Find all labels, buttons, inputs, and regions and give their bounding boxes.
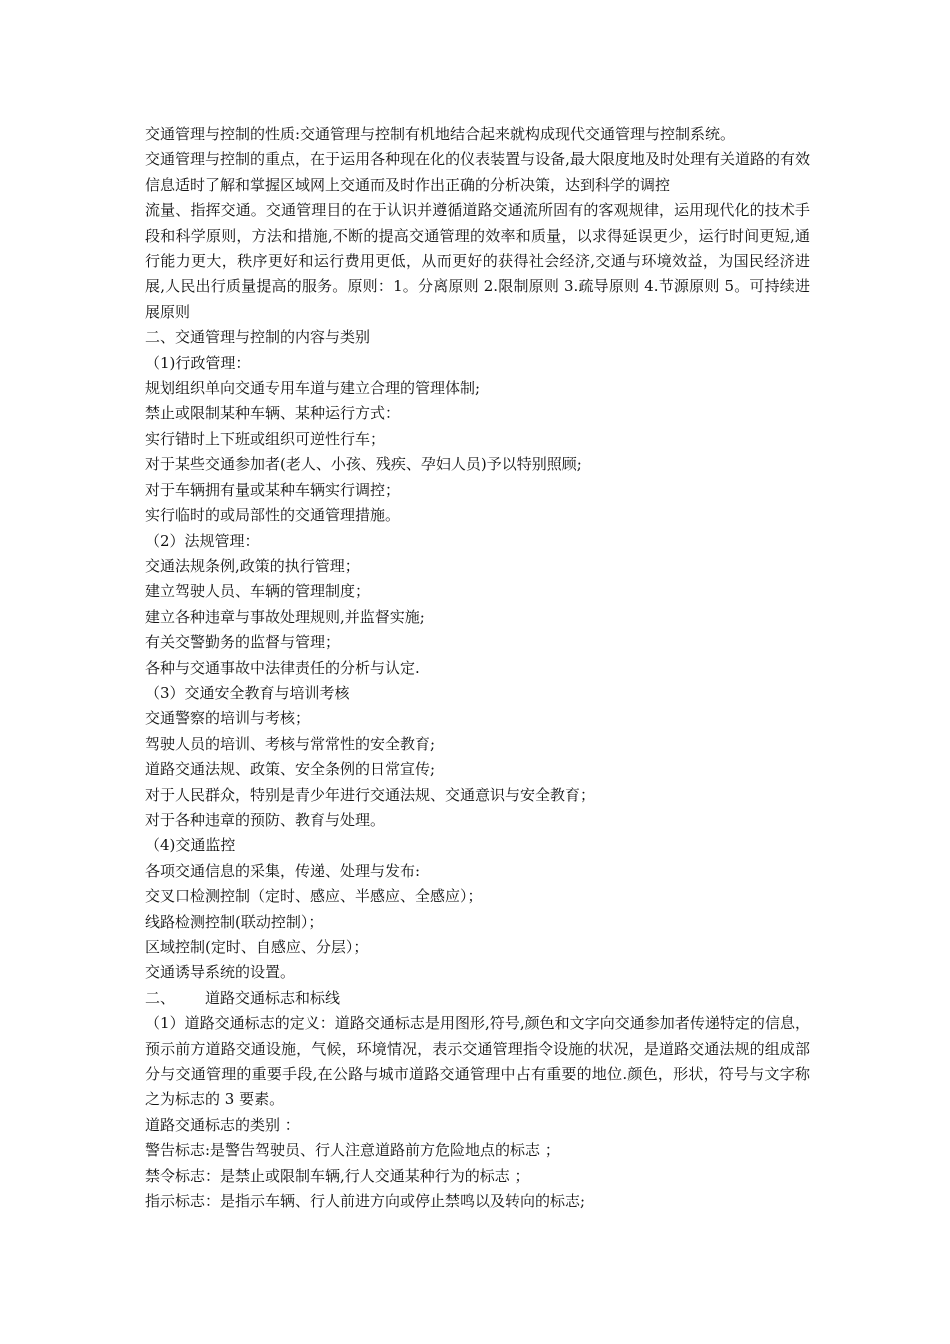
subheading-safety-education: （3）交通安全教育与培训考核 bbox=[145, 683, 350, 702]
paragraph-sign-definition: （1）道路交通标志的定义：道路交通标志是用图形,符号,颜色和文字向交通参加者传递特定的信息，预示前方道路交通设施，气候，环境情况，表示交通管理指令设施的状况，是道路交通法规的组成部分与交通管理的重要手段,在公路与城市道路交通管理中占有重要的地位.颜色，形状，符号与文字称之为标志的 3 要素。 bbox=[145, 1014, 810, 1109]
section-heading-signs-markings bbox=[145, 986, 810, 1011]
list-item: 各种与交通事故中法律责任的分析与认定. bbox=[145, 658, 420, 677]
section-heading-content-categories: 二、交通管理与控制的内容与类别 bbox=[145, 328, 371, 347]
list-item: 对于车辆拥有量或某种车辆实行调控； bbox=[145, 480, 401, 499]
list-item: 对于各种违章的预防、教育与处理。 bbox=[145, 810, 386, 829]
subheading-legal: （2）法规管理： bbox=[145, 531, 260, 550]
subheading-monitoring: （4)交通监控 bbox=[145, 836, 236, 855]
list-item: 建立各种违章与事故处理规则,并监督实施; bbox=[145, 607, 425, 626]
paragraph-focus: 交通管理与控制的重点，在于运用各种现在化的仪表装置与设备,最大限度地及时处理有关道路的有效信息适时了解和掌握区域网上交通而及时作出正确的分析决策，达到科学的调控 bbox=[145, 150, 810, 194]
list-item: 建立驾驶人员、车辆的管理制度； bbox=[145, 582, 371, 601]
paragraph-nature: 交通管理与控制的性质:交通管理与控制有机地结合起来就构成现代交通管理与控制系统。 bbox=[145, 125, 736, 143]
subheading-sign-types: 道路交通标志的类别 ： bbox=[145, 1115, 300, 1134]
list-item: 交通警察的培训与考核； bbox=[145, 709, 311, 728]
list-item: 实行临时的或局部性的交通管理措施。 bbox=[145, 506, 401, 525]
list-item: 实行错时上下班或组织可逆性行车； bbox=[145, 429, 386, 448]
list-item: 区域控制(定时、自感应、分层）； bbox=[145, 938, 369, 956]
section-number: 二、 bbox=[145, 988, 176, 1007]
list-item: 线路检测控制(联动控制）； bbox=[145, 912, 324, 931]
list-item: 禁令标志：是禁止或限制车辆,行人交通某种行为的标志 ； bbox=[145, 1166, 530, 1185]
list-item: 规划组织单向交通专用车道与建立合理的管理体制; bbox=[145, 379, 481, 398]
subheading-administrative: （1)行政管理： bbox=[145, 353, 251, 372]
list-item: 指示标志：是指示车辆、行人前进方向或停止禁鸣以及转向的标志; bbox=[145, 1192, 586, 1211]
list-item: 警告标志:是警告驾驶员、行人注意道路前方危险地点的标志 ； bbox=[145, 1141, 560, 1160]
list-item: 对于人民群众，特别是青少年进行交通法规、交通意识与安全教育； bbox=[145, 785, 596, 804]
list-item: 各项交通信息的采集，传递、处理与发布: bbox=[145, 861, 421, 880]
list-item: 交叉口检测控制（定时、感应、半感应、全感应）； bbox=[145, 887, 483, 906]
paragraph-purpose-principles: 流量、指挥交通。交通管理目的在于认识并遵循道路交通流所固有的客观规律，运用现代化的技术手段和科学原则，方法和措施,不断的提高交通管理的效率和质量，以求得延误更少，运行时间更短,通行能力更大，秩序更好和运行费用更低，从而更好的获得社会经济,交通与环境效益，为国民经济进展,人民出行质量提高的服务。原则：1。分离原则 2.限制原则 3.疏导原则 4.节源原则 5。可持续进展原则 bbox=[145, 201, 810, 321]
list-item: 交通法规条例,政策的执行管理； bbox=[145, 556, 360, 575]
list-item: 交通诱导系统的设置。 bbox=[145, 963, 296, 982]
list-item: 有关交警勤务的监督与管理； bbox=[145, 633, 341, 652]
list-item: 驾驶人员的培训、考核与常常性的安全教育; bbox=[145, 734, 436, 753]
list-item: 对于某些交通参加者(老人、小孩、残疾、孕妇人员)予以特别照顾; bbox=[145, 455, 582, 474]
section-title: 道路交通标志和标线 bbox=[205, 988, 341, 1007]
document-body bbox=[145, 122, 810, 1214]
list-item: 道路交通法规、政策、安全条例的日常宣传; bbox=[145, 760, 436, 779]
list-item: 禁止或限制某种车辆、某种运行方式： bbox=[145, 404, 401, 423]
